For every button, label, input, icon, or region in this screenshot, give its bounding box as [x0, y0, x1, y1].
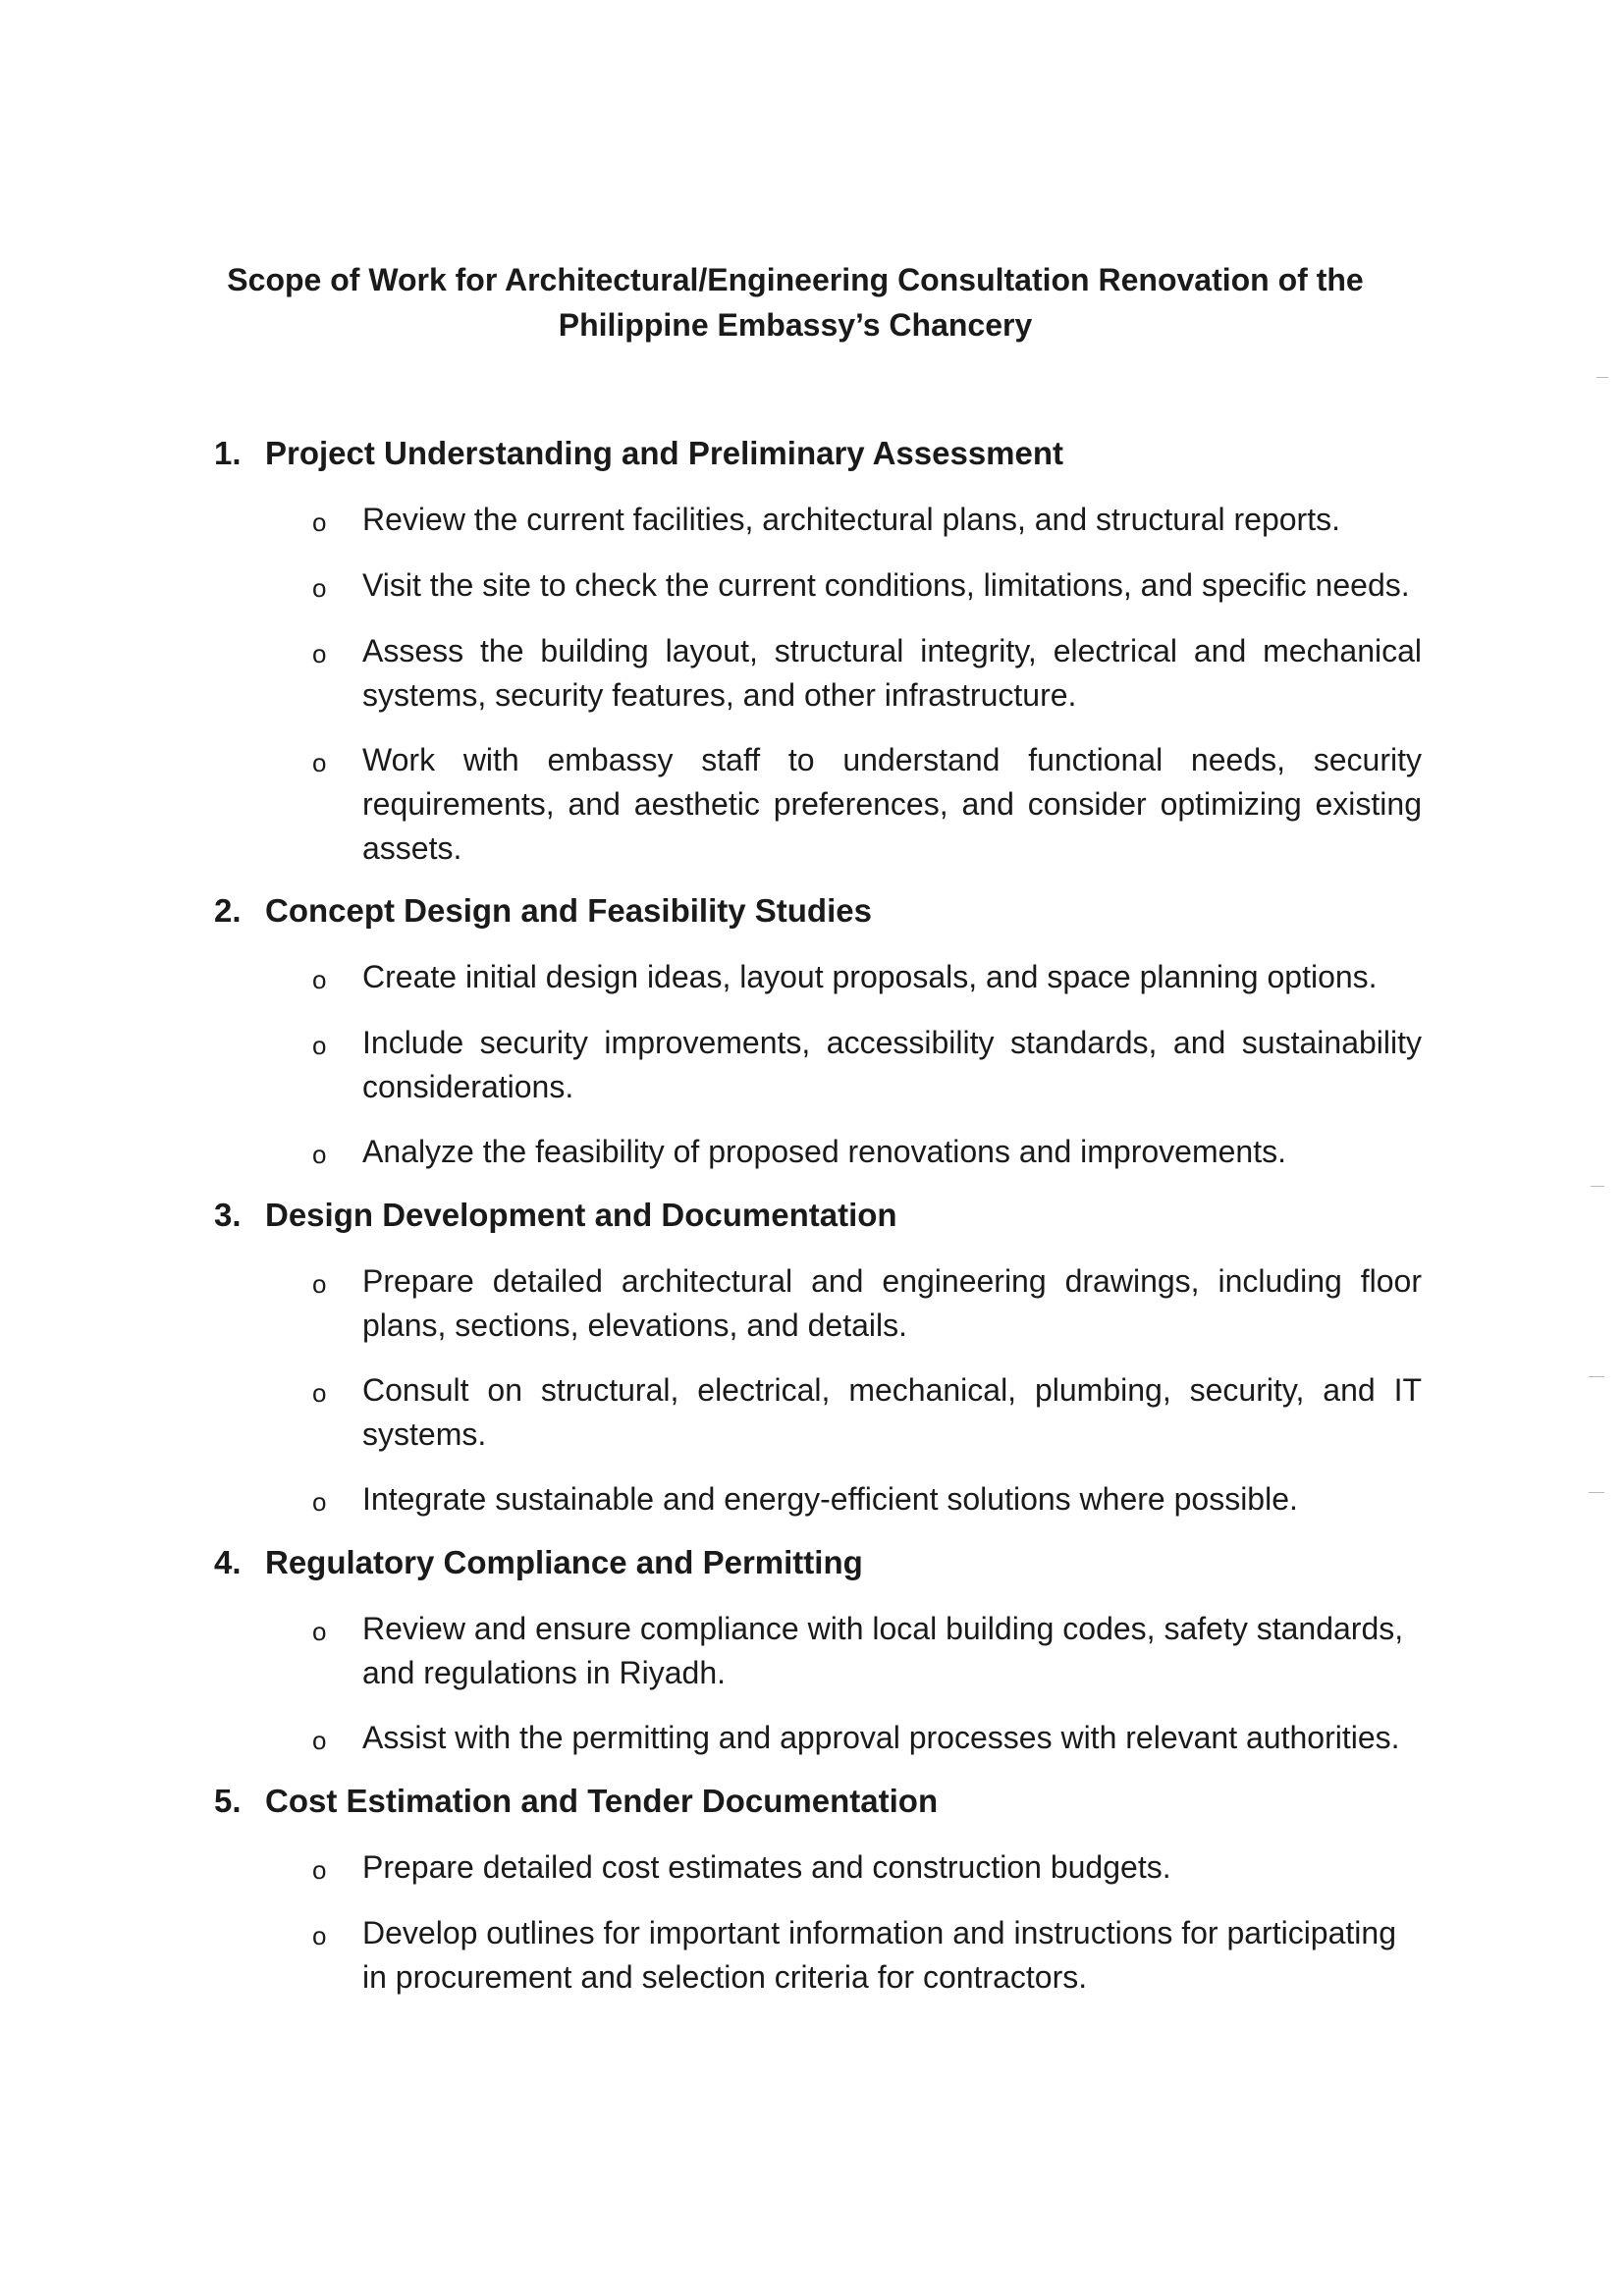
- list-item: [312, 1130, 1422, 1174]
- list-item-text: Review and ensure compliance with local building codes, safety standards, and regulations in Riyadh.: [362, 1611, 1404, 1690]
- list-item-text: Include security improvements, accessibility standards, and sustainability considerations.: [362, 1025, 1422, 1104]
- document-title: [187, 257, 1404, 347]
- list-item: [312, 1368, 1422, 1457]
- list-item: [312, 1259, 1422, 1348]
- scan-speck: [1597, 377, 1608, 378]
- list-item: [312, 1607, 1422, 1695]
- list-item: [312, 563, 1422, 608]
- list-item: [312, 1477, 1422, 1522]
- section-title: Concept Design and Feasibility Studies: [265, 892, 872, 929]
- list-item: [312, 738, 1422, 871]
- list-item-text: Consult on structural, electrical, mechanical, plumbing, security, and IT systems.: [362, 1372, 1422, 1452]
- bullet-marker: o: [312, 1617, 327, 1646]
- bullet-marker: o: [312, 1855, 327, 1885]
- section-heading: [214, 1196, 897, 1235]
- section-title: Project Understanding and Preliminary Assessment: [265, 435, 1064, 471]
- list-item-text: Visit the site to check the current conditions, limitations, and specific needs.: [362, 567, 1410, 603]
- document-title-line-1: Scope of Work for Architectural/Engineering Consultation Renovation of the: [227, 262, 1364, 297]
- list-item-text: Assist with the permitting and approval processes with relevant authorities.: [362, 1720, 1400, 1755]
- list-item-text: Prepare detailed cost estimates and construction budgets.: [362, 1849, 1171, 1885]
- list-item: [312, 955, 1422, 999]
- bullet-marker: o: [312, 573, 327, 603]
- list-item-text: Integrate sustainable and energy-efficient solutions where possible.: [362, 1481, 1298, 1517]
- bullet-marker: o: [312, 965, 327, 994]
- list-item-text: Create initial design ideas, layout proposals, and space planning options.: [362, 959, 1378, 994]
- bullet-marker: o: [312, 507, 327, 537]
- section-heading: [214, 434, 1063, 473]
- bullet-marker: o: [312, 748, 327, 777]
- document-title-line-2: Philippine Embassy’s Chancery: [558, 307, 1033, 343]
- bullet-marker: o: [312, 639, 327, 668]
- list-item: [312, 1845, 1422, 1890]
- list-item: [312, 629, 1422, 718]
- section-number: 4.: [214, 1544, 242, 1580]
- section-number: 3.: [214, 1197, 242, 1233]
- section-heading: [214, 891, 872, 931]
- section-number: 5.: [214, 1783, 242, 1819]
- list-item: [312, 1911, 1422, 2000]
- bullet-marker: o: [312, 1378, 327, 1408]
- bullet-marker: o: [312, 1726, 327, 1755]
- list-item-text: Review the current facilities, architectural plans, and structural reports.: [362, 502, 1340, 537]
- list-item: [312, 498, 1422, 542]
- section-number: 1.: [214, 435, 242, 471]
- section-heading: [214, 1543, 863, 1582]
- list-item: [312, 1716, 1422, 1760]
- section-number: 2.: [214, 892, 242, 929]
- bullet-marker: o: [312, 1140, 327, 1169]
- bullet-marker: o: [312, 1269, 327, 1299]
- bullet-marker: o: [312, 1487, 327, 1517]
- list-item-text: Develop outlines for important information and instructions for participating in procurement and selection criteria for contractors.: [362, 1915, 1396, 1995]
- list-item-text: Assess the building layout, structural integrity, electrical and mechanical systems, security features, and other infrastructure.: [362, 633, 1422, 713]
- section-title: Cost Estimation and Tender Documentation: [265, 1783, 939, 1819]
- bullet-marker: o: [312, 1031, 327, 1060]
- scan-speck: [1589, 1376, 1604, 1377]
- bullet-marker: o: [312, 1921, 327, 1950]
- scan-speck: [1591, 1186, 1604, 1187]
- list-item-text: Prepare detailed architectural and engineering drawings, including floor plans, sections, elevations, and details.: [362, 1263, 1422, 1343]
- list-item: [312, 1021, 1422, 1109]
- list-item-text: Analyze the feasibility of proposed renovations and improvements.: [362, 1134, 1286, 1169]
- list-item-text: Work with embassy staff to understand functional needs, security requirements, and aesthetic preferences, and consider optimizing existing assets.: [362, 742, 1422, 866]
- section-heading: [214, 1782, 938, 1821]
- section-title: Design Development and Documentation: [265, 1197, 897, 1233]
- scan-speck: [1589, 1492, 1604, 1493]
- section-title: Regulatory Compliance and Permitting: [265, 1544, 863, 1580]
